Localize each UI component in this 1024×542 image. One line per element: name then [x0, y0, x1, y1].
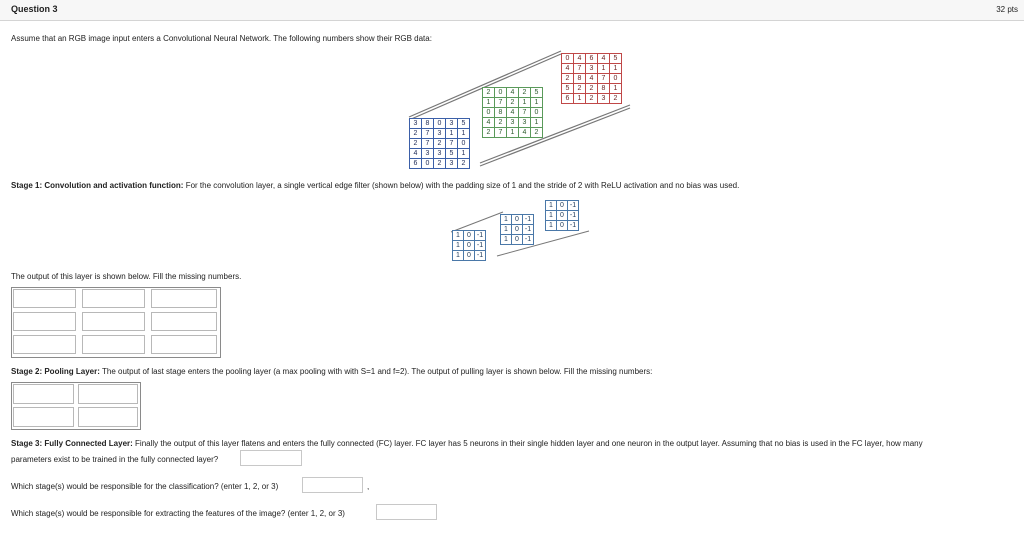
grid-cell: 6	[410, 159, 422, 169]
stage1-description: For the convolution layer, a single vertical edge filter (shown below) with the padding size of 1 and the stride of 2 with ReLU activation and no bias was used.	[185, 181, 740, 190]
grid-cell: 0	[562, 54, 574, 64]
question-title: Question 3	[11, 4, 58, 14]
grid-cell: 4	[562, 64, 574, 74]
stage2-description: The output of last stage enters the pooling layer (a max pooling with with S=1 and f=2). The output of pulling layer is shown below. Fill the missing numbers:	[101, 367, 653, 376]
rgb-red-channel	[561, 53, 622, 104]
grid-cell: -1	[523, 225, 534, 235]
grid-cell: 1	[531, 118, 543, 128]
grid-cell: 0	[483, 108, 495, 118]
stage2-text	[11, 367, 652, 376]
grid-cell: 2	[434, 139, 446, 149]
grid-cell: -1	[568, 211, 579, 221]
grid-cell: 1	[507, 128, 519, 138]
grid-cell: 0	[495, 88, 507, 98]
pool-output-cell-1-2[interactable]	[78, 384, 138, 404]
grid-cell: 7	[519, 108, 531, 118]
rgb-green-channel	[482, 87, 543, 138]
grid-cell: 2	[519, 88, 531, 98]
grid-cell: 2	[434, 159, 446, 169]
stage1-label: Stage 1: Convolution and activation function:	[11, 181, 184, 190]
grid-cell: 2	[410, 129, 422, 139]
grid-cell: 0	[422, 159, 434, 169]
grid-cell: 5	[531, 88, 543, 98]
grid-cell: 4	[507, 88, 519, 98]
grid-cell: 0	[512, 215, 523, 225]
conv-output-cell-1-2[interactable]	[82, 289, 145, 308]
grid-cell: 3	[507, 118, 519, 128]
grid-cell: -1	[568, 201, 579, 211]
grid-cell: 8	[495, 108, 507, 118]
grid-cell: 7	[422, 139, 434, 149]
grid-cell: 1	[546, 221, 557, 231]
conv-output-cell-3-3[interactable]	[151, 335, 217, 354]
grid-cell: 1	[453, 231, 464, 241]
grid-cell: 6	[586, 54, 598, 64]
fc-parameters-input[interactable]	[240, 450, 302, 466]
grid-cell: 0	[512, 225, 523, 235]
grid-cell: 1	[446, 129, 458, 139]
grid-cell: 5	[458, 119, 470, 129]
grid-cell: 5	[610, 54, 622, 64]
pool-output-cell-2-1[interactable]	[13, 407, 74, 427]
grid-cell: 1	[458, 129, 470, 139]
grid-cell: 3	[586, 64, 598, 74]
pool-output-cell-1-1[interactable]	[13, 384, 74, 404]
grid-cell: 4	[574, 54, 586, 64]
conv-output-cell-2-1[interactable]	[13, 312, 76, 331]
features-stage-input[interactable]	[376, 504, 437, 520]
grid-cell: 1	[546, 211, 557, 221]
grid-cell: 1	[519, 98, 531, 108]
intro-text: Assume that an RGB image input enters a Convolutional Neural Network. The following numbers show their RGB data:	[11, 34, 432, 43]
grid-cell: -1	[523, 215, 534, 225]
grid-cell: 0	[557, 221, 568, 231]
grid-cell: 0	[464, 251, 475, 261]
grid-cell: 1	[531, 98, 543, 108]
grid-cell: 7	[495, 128, 507, 138]
grid-cell: 0	[531, 108, 543, 118]
grid-cell: 1	[483, 98, 495, 108]
rgb-blue-channel	[409, 118, 470, 169]
grid-cell: 1	[610, 64, 622, 74]
grid-cell: 1	[610, 84, 622, 94]
stage1-output-text: The output of this layer is shown below. Fill the missing numbers.	[11, 272, 242, 281]
grid-cell: 8	[574, 74, 586, 84]
grid-cell: 0	[464, 241, 475, 251]
grid-cell: -1	[475, 231, 486, 241]
grid-cell: 1	[501, 215, 512, 225]
grid-cell: 1	[453, 251, 464, 261]
grid-cell: 0	[610, 74, 622, 84]
filter-kernel-2	[500, 214, 534, 245]
grid-cell: 8	[598, 84, 610, 94]
grid-cell: -1	[475, 241, 486, 251]
stage3-text-2: parameters exist to be trained in the fully connected layer?	[11, 455, 219, 464]
grid-cell: 2	[483, 128, 495, 138]
grid-cell: 8	[422, 119, 434, 129]
conv-output-cell-3-1[interactable]	[13, 335, 76, 354]
grid-cell: 2	[586, 94, 598, 104]
grid-cell: 3	[519, 118, 531, 128]
grid-cell: 0	[464, 231, 475, 241]
grid-cell: -1	[475, 251, 486, 261]
grid-cell: 5	[562, 84, 574, 94]
grid-cell: 4	[519, 128, 531, 138]
grid-cell: 0	[458, 139, 470, 149]
grid-cell: 4	[507, 108, 519, 118]
grid-cell: 4	[586, 74, 598, 84]
conv-output-cell-1-3[interactable]	[151, 289, 217, 308]
grid-cell: 2	[574, 84, 586, 94]
grid-cell: 0	[434, 119, 446, 129]
grid-cell: 7	[446, 139, 458, 149]
grid-cell: 2	[507, 98, 519, 108]
classification-stage-input[interactable]	[302, 477, 363, 493]
grid-cell: 2	[495, 118, 507, 128]
grid-cell: 2	[458, 159, 470, 169]
grid-cell: 3	[446, 119, 458, 129]
grid-cell: 2	[531, 128, 543, 138]
grid-cell: 2	[586, 84, 598, 94]
grid-cell: 1	[501, 225, 512, 235]
grid-cell: 7	[422, 129, 434, 139]
filter-kernel-1	[452, 230, 486, 261]
conv-output-cell-3-2[interactable]	[82, 335, 145, 354]
conv-output-cell-2-3[interactable]	[151, 312, 217, 331]
grid-cell: 4	[410, 149, 422, 159]
grid-cell: 4	[483, 118, 495, 128]
grid-cell: 4	[598, 54, 610, 64]
grid-cell: 3	[434, 149, 446, 159]
grid-cell: 5	[446, 149, 458, 159]
stage1-text	[11, 181, 739, 190]
stage3-label: Stage 3: Fully Connected Layer:	[11, 439, 133, 448]
grid-cell: 3	[434, 129, 446, 139]
grid-cell: 0	[557, 211, 568, 221]
grid-cell: 1	[546, 201, 557, 211]
grid-cell: 7	[495, 98, 507, 108]
grid-cell: 1	[458, 149, 470, 159]
grid-cell: 2	[610, 94, 622, 104]
grid-cell: 7	[574, 64, 586, 74]
filter-kernel-3	[545, 200, 579, 231]
grid-cell: 2	[483, 88, 495, 98]
grid-cell: 1	[501, 235, 512, 245]
grid-cell: 2	[410, 139, 422, 149]
stage2-label: Stage 2: Pooling Layer:	[11, 367, 100, 376]
conv-output-cell-2-2[interactable]	[82, 312, 145, 331]
features-question: Which stage(s) would be responsible for extracting the features of the image? (enter 1, 2, or 3)	[11, 509, 345, 518]
grid-cell: 6	[562, 94, 574, 104]
separator-comma: ,	[367, 482, 370, 491]
grid-cell: 3	[446, 159, 458, 169]
grid-cell: 7	[598, 74, 610, 84]
stage3-text	[11, 439, 923, 448]
grid-cell: 2	[562, 74, 574, 84]
grid-cell: 1	[453, 241, 464, 251]
grid-cell: -1	[568, 221, 579, 231]
grid-cell: 3	[422, 149, 434, 159]
conv-output-cell-1-1[interactable]	[13, 289, 76, 308]
question-points: 32 pts	[996, 5, 1018, 14]
classification-question: Which stage(s) would be responsible for the classification? (enter 1, 2, or 3)	[11, 482, 279, 491]
grid-cell: 1	[574, 94, 586, 104]
grid-cell: 3	[598, 94, 610, 104]
stage3-description: Finally the output of this layer flatens and enters the fully connected (FC) layer. FC layer has 5 neurons in their single hidden layer and one neuron in the output layer. Assuming that no bias is used in the FC layer, how many	[135, 439, 923, 448]
grid-cell: 0	[512, 235, 523, 245]
grid-cell: 1	[598, 64, 610, 74]
grid-cell: -1	[523, 235, 534, 245]
grid-cell: 0	[557, 201, 568, 211]
pool-output-cell-2-2[interactable]	[78, 407, 138, 427]
grid-cell: 3	[410, 119, 422, 129]
